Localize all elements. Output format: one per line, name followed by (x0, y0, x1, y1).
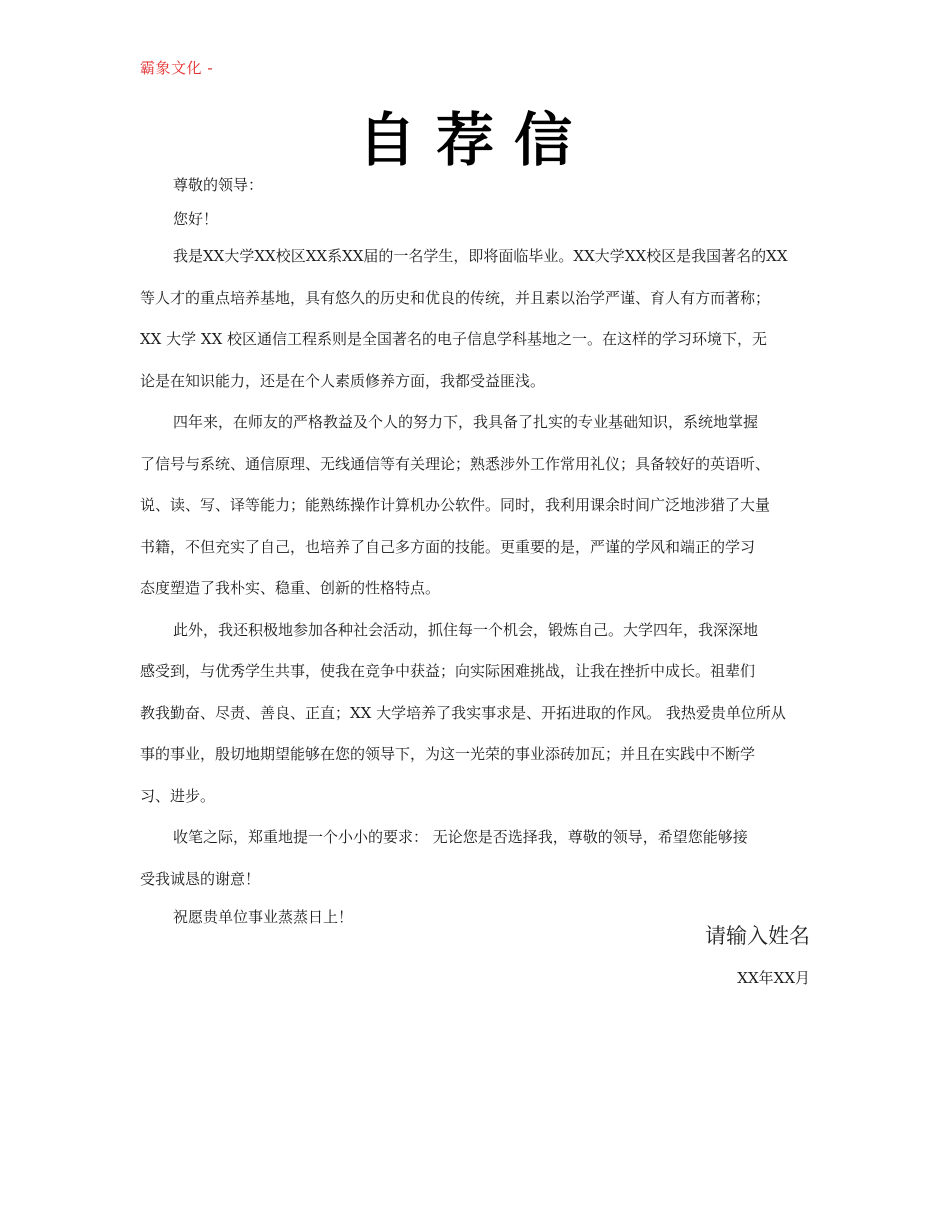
paragraph-line: 此外，我还积极地参加各种社会活动，抓住每一个机会，锻炼自己。大学四年，我深深地 (173, 620, 759, 639)
paragraph-line: 教我勤奋、尽责、善良、正直；XX 大学培养了我实事求是、开拓进取的作风。 我热爱贵单位所从 (140, 703, 786, 722)
paragraph-line: 习、进步。 (140, 786, 216, 805)
salutation: 尊敬的领导： (173, 176, 264, 194)
paragraph-4 (140, 817, 820, 900)
paragraph-line: 我是XX大学XX校区XX系XX届的一名学生，即将面临毕业。XX大学XX校区是我国著名的XX (173, 247, 788, 265)
paragraph-line: 收笔之际，郑重地提一个小小的要求： 无论您是否选择我，尊敬的领导，希望您能够接 (173, 828, 748, 846)
paragraph-line: 事的事业，殷切地期望能够在您的领导下，为这一光荣的事业添砖加瓦；并且在实践中不断学 (140, 745, 756, 763)
closing-wish: 祝愿贵单位事业蒸蒸日上！ (173, 908, 354, 926)
paragraph-2 (140, 402, 820, 610)
paragraph-line: XX 大学 XX 校区通信工程系则是全国著名的电子信息学科基地之一。在这样的学习环境下，无 (140, 330, 768, 348)
signature-name: 请输入姓名 (705, 924, 810, 948)
paragraph-line: 态度塑造了我朴实、稳重、创新的性格特点。 (140, 579, 441, 597)
paragraph-line: 感受到，与优秀学生共事，使我在竞争中获益；向实际困难挑战，让我在挫折中成长。祖辈们 (140, 662, 756, 680)
greeting: 您好！ (173, 210, 219, 228)
letter-date: XX年XX月 (737, 969, 810, 987)
letter-body (140, 168, 820, 934)
paragraph-1 (140, 236, 820, 402)
paragraph-line: 了信号与系统、通信原理、无线通信等有关理论；熟悉涉外工作常用礼仪；具备较好的英语听、 (140, 454, 771, 473)
paragraph-line: 四年来，在师友的严格教益及个人的努力下，我具备了扎实的专业基础知识，系统地掌握 (173, 413, 759, 431)
paragraph-line: 说、读、写、译等能力；能熟练操作计算机办公软件。同时，我利用课余时间广泛地涉猎了大量 (140, 496, 771, 514)
letter-title: 自荐信 (357, 106, 592, 174)
paragraph-line: 论是在知识能力，还是在个人素质修养方面，我都受益匪浅。 (140, 371, 546, 390)
paragraph-line: 书籍，不但充实了自己，也培养了自己多方面的技能。更重要的是，严谨的学风和端正的学习 (140, 537, 756, 556)
paragraph-3 (140, 610, 820, 818)
paragraph-line: 等人才的重点培养基地，具有悠久的历史和优良的传统，并且素以治学严谨、育人有方而著称； (140, 288, 771, 307)
paragraph-line: 受我诚恳的谢意！ (140, 869, 261, 888)
header-brand: 霸象文化 - (140, 59, 214, 77)
